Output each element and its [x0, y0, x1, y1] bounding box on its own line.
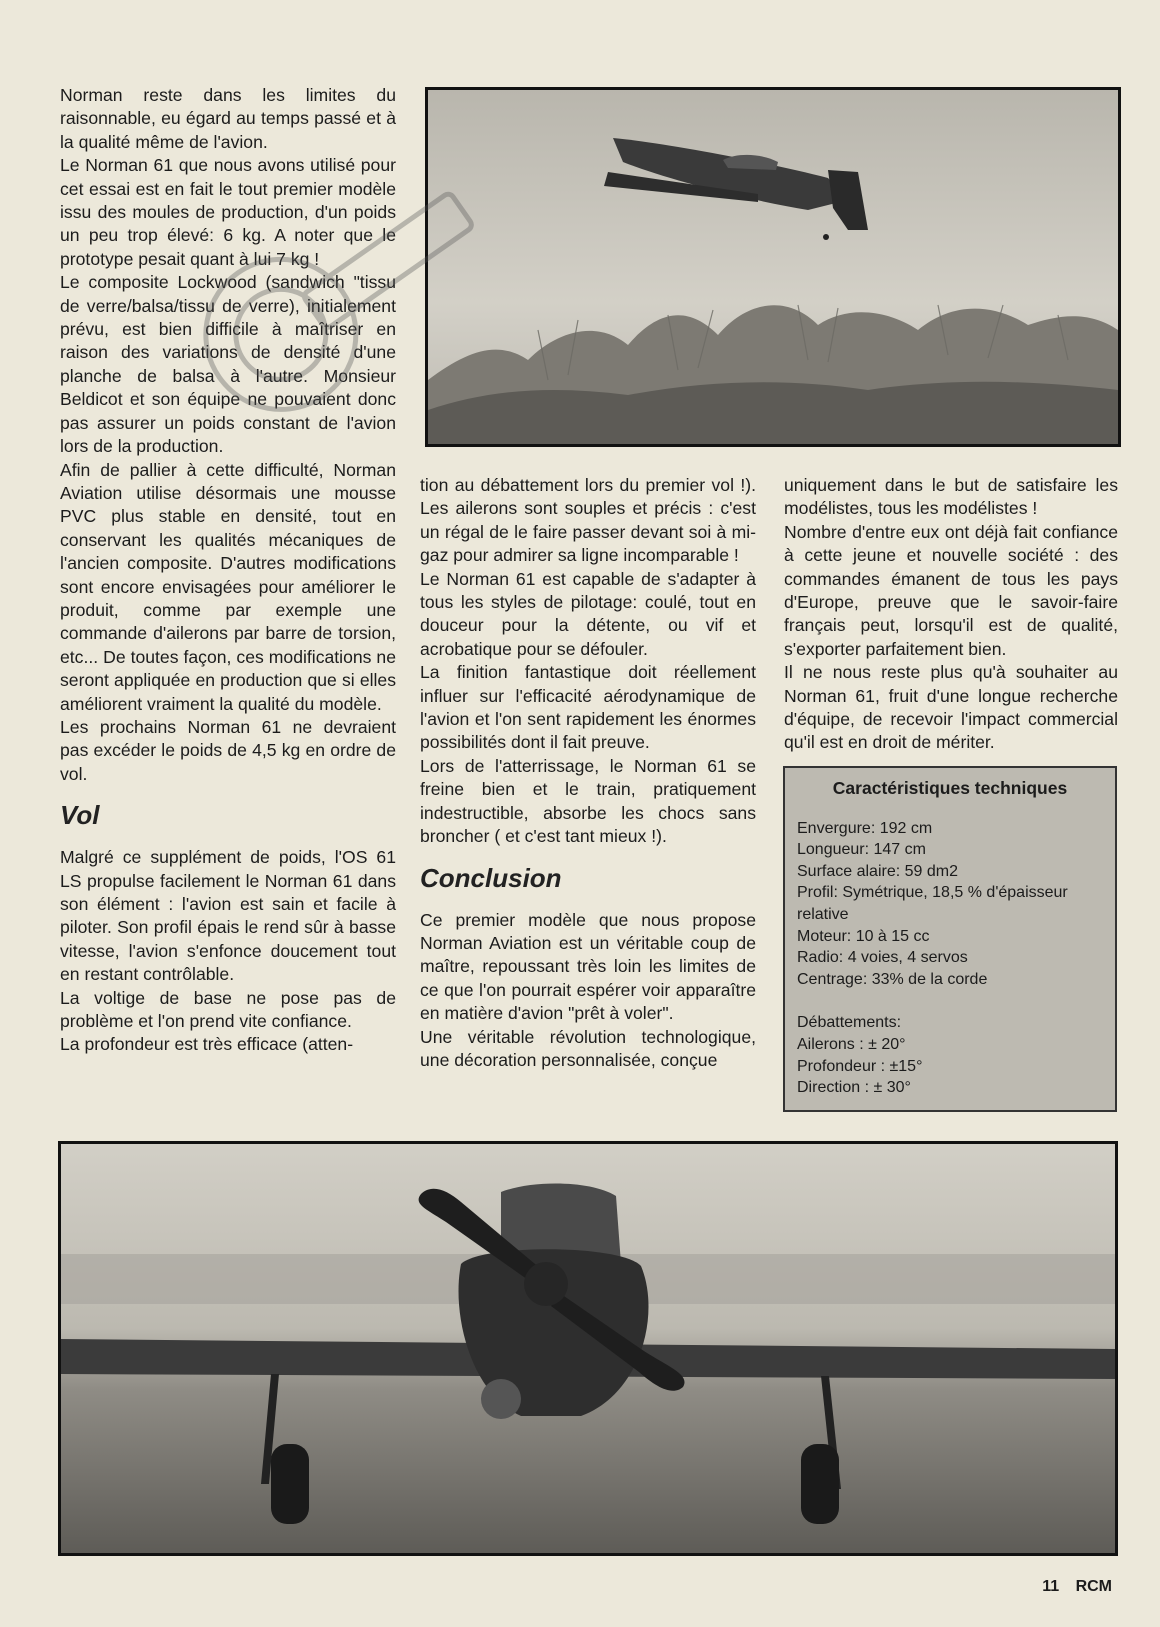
specs-title: Caractéristiques techniques — [832, 778, 1068, 798]
paragraph: tion au débattement lors du premier vol !). Les ailerons sont souples et précis : c'est un régal de le faire passer devant soi à mi-gaz pour admirer sa ligne incomparable ! — [420, 475, 756, 566]
spec-row: Radio: 4 voies, 4 servos — [797, 949, 968, 967]
paragraph: Le composite Lockwood (sandwich "tissu de verre/balsa/tissu de verre), initialement prévu, est bien difficile à maîtriser en raison des variations de densité d'une planche de balsa à l'autre. Monsieur Beldicot et son équipe ne pouvaient donc pas assurer un poids constant de l'avion lors de la production. — [60, 272, 396, 457]
page-footer — [1030, 1578, 1112, 1596]
spec-row: Moteur: 10 à 15 cc — [797, 927, 930, 945]
paragraph: Norman reste dans les limites du raisonnable, eu égard au temps passé et à la qualité même de l'avion. — [60, 85, 396, 152]
spec-row: Surface alaire: 59 dm2 — [797, 862, 958, 880]
paragraph: Les prochains Norman 61 ne devraient pas excéder le poids de 4,5 kg en ordre de vol. — [60, 716, 396, 784]
magazine-name: RCM — [1075, 1578, 1112, 1595]
paragraph: Afin de pallier à cette difficulté, Norman Aviation utilise désormais une mousse PVC plus stable en densité, tout en conservant les qualités mécaniques de l'ancien composite. D'autres modifications sont encore envisagées pour améliorer le produit, comme par exemple une commande d'ailerons par barre de torsion, etc... De toutes façon, ces modifications ne seront appliquée en production que si elles améliorent vraiment la qualité du modèle. — [60, 459, 396, 714]
travel-row: Direction : ± 30° — [797, 1079, 911, 1097]
article-column-1 — [60, 84, 396, 1057]
spec-row: Profil: Symétrique, 18,5 % d'épaisseur relative — [797, 884, 1068, 923]
paragraph: La finition fantastique doit réellement influer sur l'efficacité aérodynamique de l'avion et l'on sent rapidement les énormes possibilités dont il fait preuve. — [420, 662, 756, 753]
spec-row: Centrage: 33% de la corde — [797, 970, 988, 988]
paragraph: Le Norman 61 que nous avons utilisé pour cet essai est en fait le tout premier modèle issu des moules de production, d'un poids un peu trop élevé: 6 kg. A noter que le prototype pesait quant à lui 7 kg ! — [60, 155, 396, 269]
paragraph: Ce premier modèle que nous propose Norman Aviation est un véritable coup de maître, repoussant très loin les limites de ce que l'on pourrait espérer voir apparaître en matière d'avion "prêt à voler". — [420, 909, 756, 1024]
paragraph: Le Norman 61 est capable de s'adapter à tous les styles de pilotage: coulé, tout en douceur pour la détente, ou vif et acrobatique pour se défouler. — [420, 568, 756, 659]
paragraph: Il ne nous reste plus qu'à souhaiter au Norman 61, fruit d'une longue recherche d'équipe, de recevoir l'impact commercial qu'il est en droit de mériter. — [784, 662, 1118, 753]
spec-row: Longueur: 147 cm — [797, 841, 926, 859]
travel-row: Profondeur : ±15° — [797, 1057, 923, 1075]
article-column-3 — [784, 474, 1118, 755]
article-column-2 — [420, 474, 756, 1072]
paragraph: Malgré ce supplément de poids, l'OS 61 LS propulse facilement le Norman 61 dans son élément : l'avion est sain et facile à piloter. Son profil épais le rend sûr à basse vitesse, l'avion s'enfonce doucement tout en restant contrôlable. — [60, 847, 396, 985]
page-number: 11 — [1042, 1578, 1060, 1595]
paragraph: La profondeur est très efficace (atten- — [60, 1034, 354, 1055]
section-heading-vol: Vol — [60, 800, 100, 831]
photo-plane-in-flight — [425, 87, 1121, 447]
travel-row: Ailerons : ± 20° — [797, 1035, 906, 1053]
paragraph: Nombre d'entre eux ont déjà fait confiance à cette jeune et nouvelle société : des commandes émanent de tous les pays d'Europe, preuve que le savoir-faire français peut, lorsqu'il est de qualité, s'exporter parfaitement bien. — [784, 521, 1118, 659]
paragraph: uniquement dans le but de satisfaire les modélistes, tous les modélistes ! — [784, 475, 1118, 519]
section-heading-conclusion: Conclusion — [420, 862, 562, 893]
paragraph: Lors de l'atterrissage, le Norman 61 se freine bien et le train, pratiquement indestructible, absorbe les chocs sans broncher ( et c'est tant mieux !). — [420, 755, 756, 847]
travel-title: Débattements: — [797, 1014, 902, 1032]
paragraph: Une véritable révolution technologique, une décoration personnalisée, conçue — [420, 1026, 756, 1070]
technical-specs-box — [783, 766, 1117, 1112]
paragraph: La voltige de base ne pose pas de problème et l'on prend vite confiance. — [60, 987, 396, 1032]
spec-row: Envergure: 192 cm — [797, 819, 933, 837]
photo-plane-front-view — [58, 1141, 1118, 1556]
